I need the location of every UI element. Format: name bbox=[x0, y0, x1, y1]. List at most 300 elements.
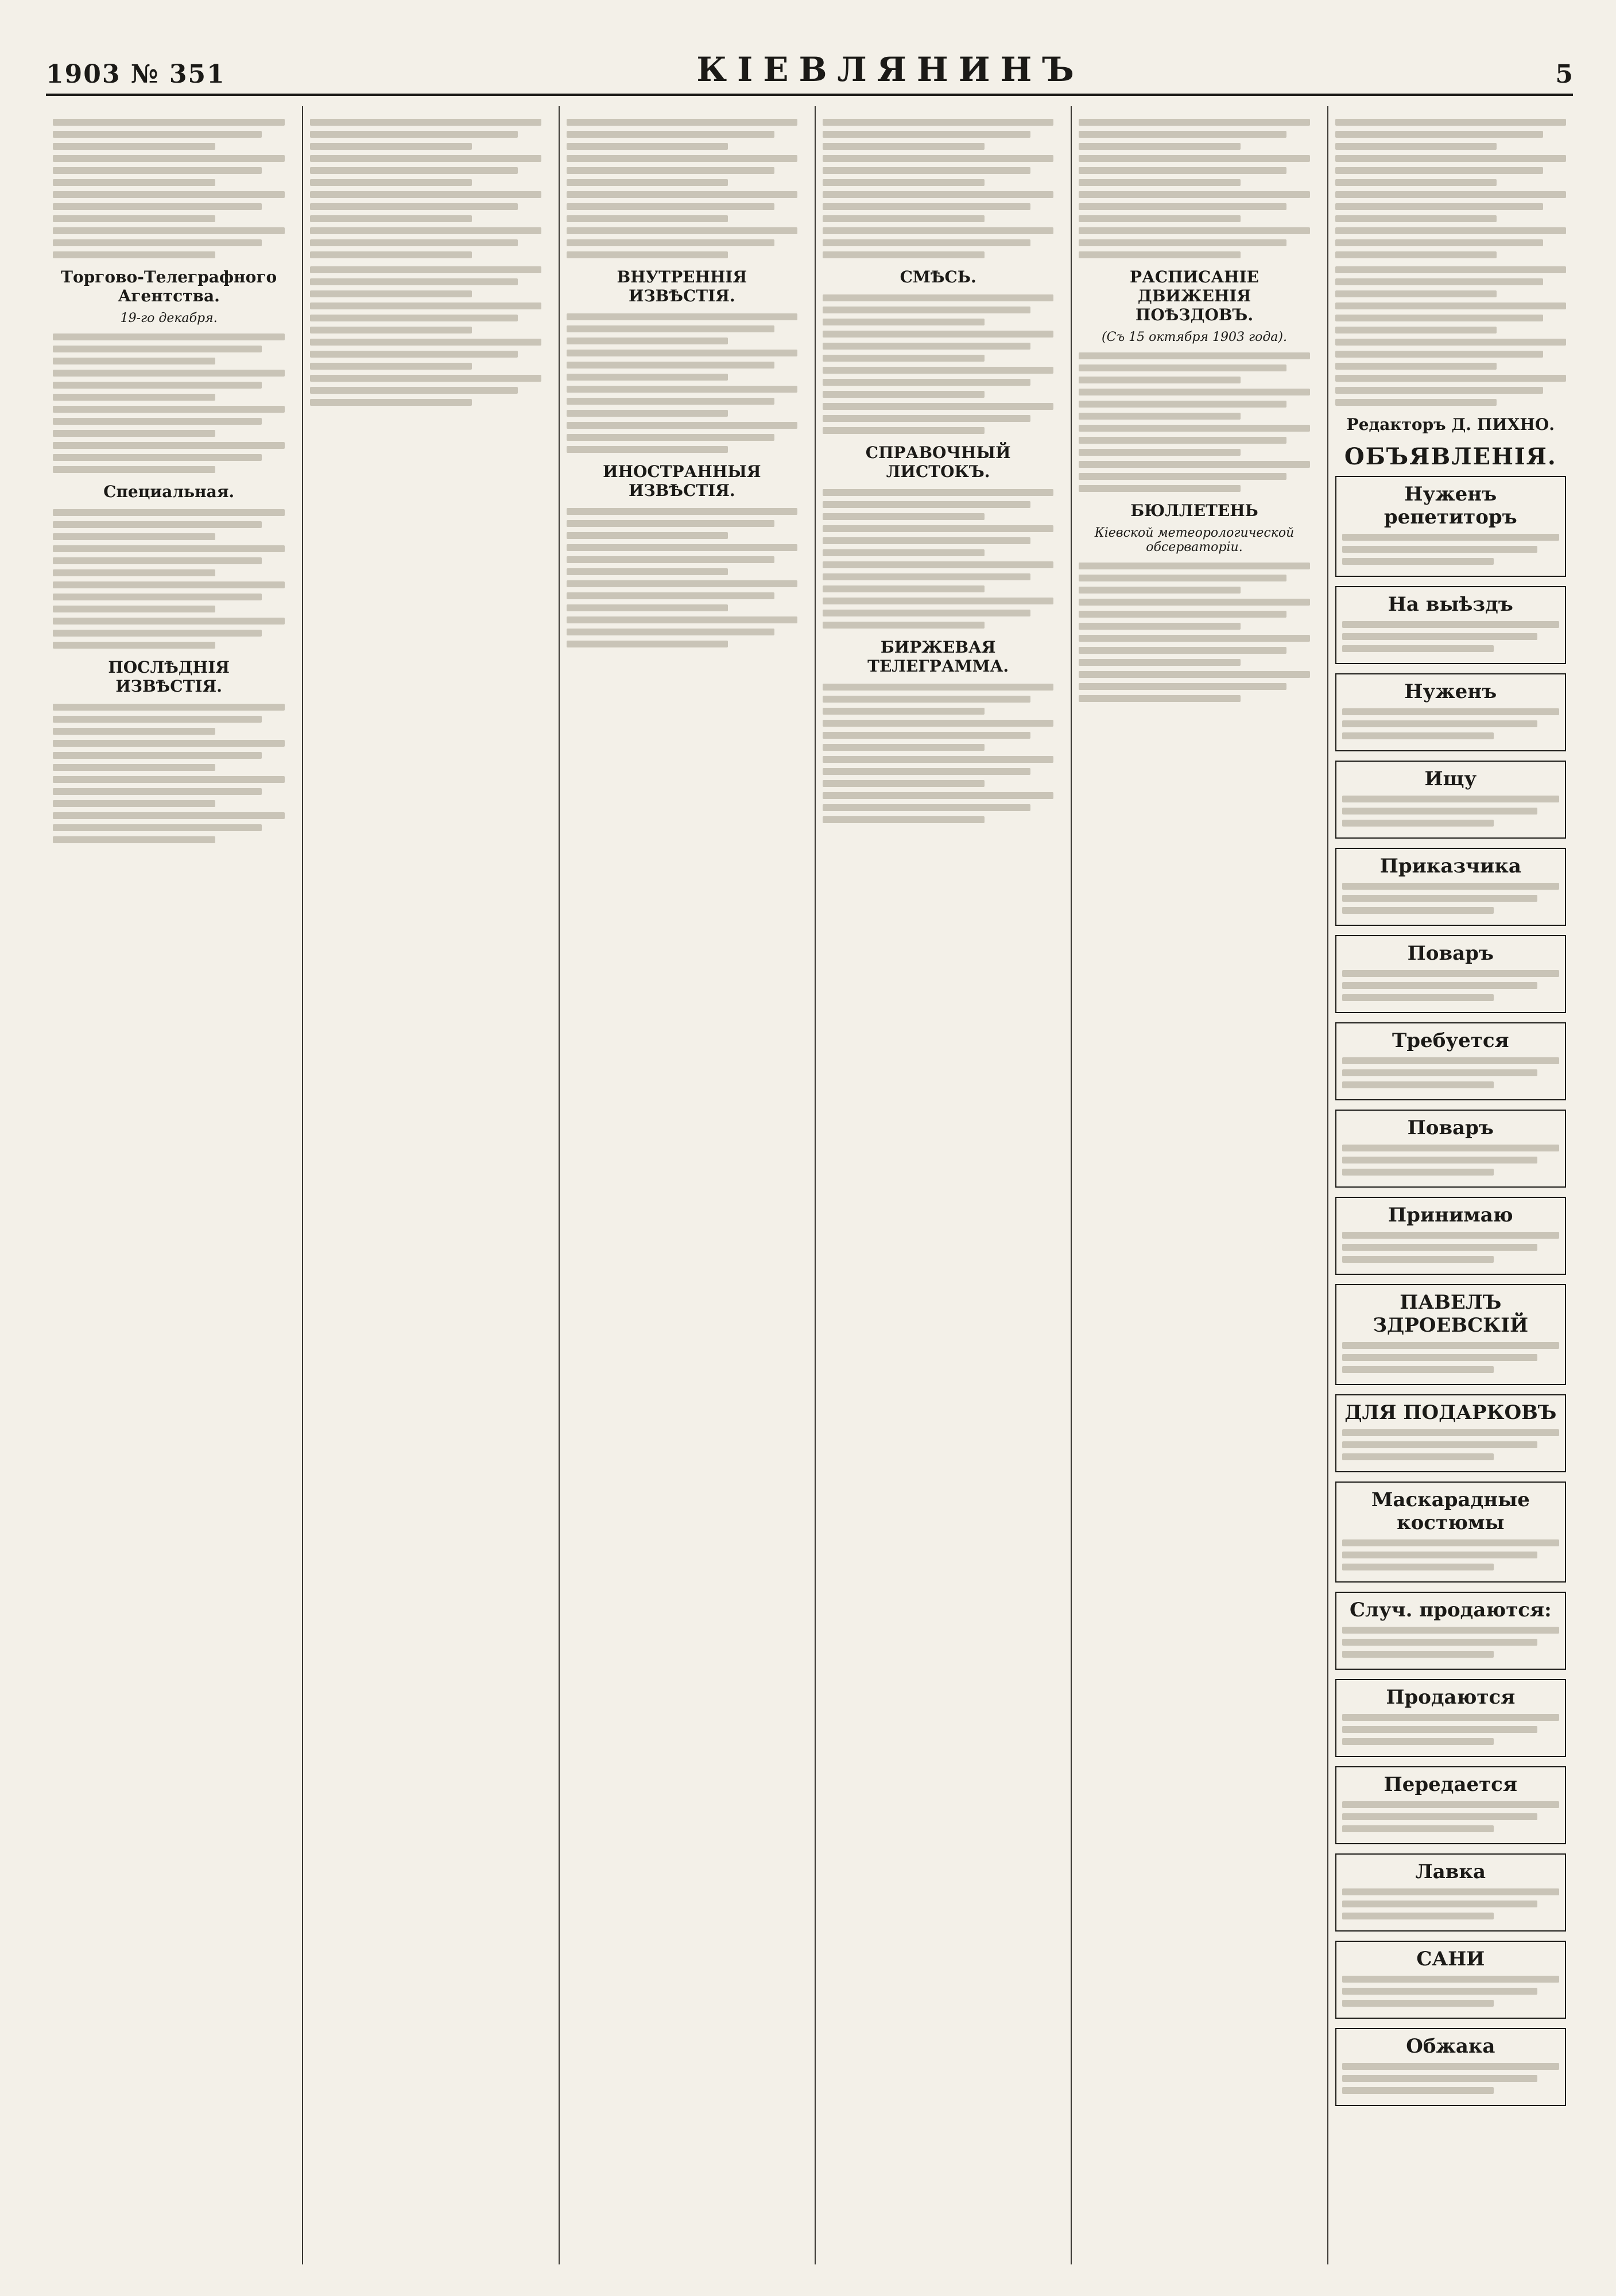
classified-ad bbox=[1335, 1853, 1566, 1932]
text-line-placeholder bbox=[1342, 1069, 1538, 1076]
text-line-placeholder bbox=[567, 641, 728, 647]
text-line-placeholder bbox=[567, 143, 728, 150]
text-line-placeholder bbox=[1079, 401, 1286, 408]
text-line-placeholder bbox=[53, 836, 215, 843]
text-line-placeholder bbox=[823, 215, 985, 222]
text-line-placeholder bbox=[1342, 1169, 1494, 1176]
text-line-placeholder bbox=[53, 606, 215, 612]
text-line-placeholder bbox=[1335, 239, 1543, 246]
text-line-placeholder bbox=[823, 525, 1053, 532]
text-line-placeholder bbox=[1079, 131, 1286, 138]
text-line-placeholder bbox=[823, 403, 1053, 410]
text-line-placeholder bbox=[1079, 611, 1286, 618]
text-line-placeholder bbox=[53, 454, 262, 461]
text-line-placeholder bbox=[567, 520, 774, 527]
text-line-placeholder bbox=[53, 239, 262, 246]
text-line-placeholder bbox=[1335, 203, 1543, 210]
text-line-placeholder bbox=[1079, 587, 1241, 594]
text-line-placeholder bbox=[823, 561, 1053, 568]
text-line-placeholder bbox=[53, 346, 262, 352]
text-line-placeholder bbox=[310, 266, 541, 273]
section-heading: БЮЛЛЕТЕНЬ bbox=[1130, 501, 1258, 520]
text-line-placeholder bbox=[1342, 1901, 1538, 1907]
text-line-placeholder bbox=[1342, 1888, 1559, 1895]
classified-ad bbox=[1335, 1110, 1566, 1188]
text-line-placeholder bbox=[823, 379, 1030, 386]
text-line-placeholder bbox=[567, 568, 728, 575]
ad-title: Принимаю bbox=[1388, 1204, 1513, 1227]
text-line-placeholder bbox=[823, 684, 1053, 691]
text-line-placeholder bbox=[310, 302, 541, 309]
text-line-placeholder bbox=[53, 119, 285, 126]
text-line-placeholder bbox=[823, 367, 1053, 374]
text-line-placeholder bbox=[1342, 1976, 1559, 1983]
text-line-placeholder bbox=[53, 215, 215, 222]
text-line-placeholder bbox=[1342, 1157, 1538, 1163]
text-line-placeholder bbox=[567, 325, 774, 332]
text-line-placeholder bbox=[823, 489, 1053, 496]
text-line-placeholder bbox=[1342, 1366, 1494, 1373]
classified-ad bbox=[1335, 476, 1566, 577]
text-line-placeholder bbox=[1335, 327, 1497, 333]
text-line-placeholder bbox=[1335, 363, 1497, 370]
text-line-placeholder bbox=[53, 728, 215, 735]
text-line-placeholder bbox=[1342, 1988, 1538, 1995]
text-line-placeholder bbox=[53, 630, 262, 637]
text-line-placeholder bbox=[1342, 1726, 1538, 1733]
text-line-placeholder bbox=[823, 391, 985, 398]
text-line-placeholder bbox=[310, 278, 518, 285]
text-line-placeholder bbox=[567, 398, 774, 405]
classified-ad bbox=[1335, 1481, 1566, 1583]
text-line-placeholder bbox=[310, 351, 518, 358]
text-line-placeholder bbox=[823, 294, 1053, 301]
text-line-placeholder bbox=[567, 374, 728, 381]
text-line-placeholder bbox=[310, 239, 518, 246]
ad-title: ДЛЯ ПОДАРКОВЪ bbox=[1344, 1401, 1557, 1424]
classified-ad bbox=[1335, 2028, 1566, 2106]
text-line-placeholder bbox=[1342, 1232, 1559, 1239]
text-line-placeholder bbox=[310, 327, 472, 333]
text-line-placeholder bbox=[567, 580, 797, 587]
ad-title: Передается bbox=[1384, 1773, 1517, 1796]
ad-title: ПАВЕЛЪ ЗДРОЕВСКІЙ bbox=[1373, 1291, 1529, 1337]
classified-ad bbox=[1335, 1592, 1566, 1670]
ad-title: Требуется bbox=[1392, 1029, 1509, 1052]
text-line-placeholder bbox=[567, 434, 774, 441]
text-line-placeholder bbox=[1342, 970, 1559, 977]
text-line-placeholder bbox=[1342, 1714, 1559, 1721]
section-heading: ПОСЛѢДНІЯ ИЗВѢСТІЯ. bbox=[108, 658, 230, 696]
ad-title: Нуженъ репетиторъ bbox=[1384, 483, 1517, 529]
classified-ad bbox=[1335, 1197, 1566, 1275]
column-5 bbox=[1071, 106, 1316, 2264]
text-line-placeholder bbox=[53, 764, 215, 771]
text-line-placeholder bbox=[310, 290, 472, 297]
text-line-placeholder bbox=[53, 618, 285, 625]
text-line-placeholder bbox=[823, 696, 1030, 703]
text-line-placeholder bbox=[1335, 339, 1566, 346]
section-subheading: 19-го декабря. bbox=[120, 311, 218, 325]
text-line-placeholder bbox=[1079, 425, 1309, 432]
text-line-placeholder bbox=[53, 333, 285, 340]
text-line-placeholder bbox=[1079, 623, 1241, 630]
text-line-placeholder bbox=[1335, 179, 1497, 186]
text-line-placeholder bbox=[567, 350, 797, 356]
column-4 bbox=[815, 106, 1060, 2264]
text-line-placeholder bbox=[1342, 1453, 1494, 1460]
text-line-placeholder bbox=[1342, 708, 1559, 715]
text-line-placeholder bbox=[1342, 895, 1538, 902]
text-line-placeholder bbox=[823, 585, 985, 592]
section-heading: Торгово-Телеграфного Агентства. bbox=[61, 267, 277, 305]
text-line-placeholder bbox=[823, 549, 985, 556]
text-line-placeholder bbox=[1342, 1627, 1559, 1634]
text-line-placeholder bbox=[1342, 558, 1494, 565]
section-heading: Специальная. bbox=[103, 482, 235, 501]
text-line-placeholder bbox=[823, 119, 1053, 126]
text-line-placeholder bbox=[53, 406, 285, 413]
text-line-placeholder bbox=[823, 513, 985, 520]
classified-ad bbox=[1335, 673, 1566, 751]
section-heading: РАСПИСАНІЕ ДВИЖЕНІЯ ПОѢЗДОВЪ. bbox=[1129, 267, 1259, 324]
text-line-placeholder bbox=[823, 239, 1030, 246]
text-line-placeholder bbox=[53, 382, 262, 389]
text-line-placeholder bbox=[53, 521, 262, 528]
text-line-placeholder bbox=[1342, 1913, 1494, 1919]
text-line-placeholder bbox=[567, 251, 728, 258]
text-line-placeholder bbox=[1079, 143, 1241, 150]
text-line-placeholder bbox=[1079, 377, 1241, 383]
text-line-placeholder bbox=[1342, 2087, 1494, 2094]
text-line-placeholder bbox=[1342, 732, 1494, 739]
text-line-placeholder bbox=[53, 203, 262, 210]
text-line-placeholder bbox=[567, 592, 774, 599]
text-line-placeholder bbox=[567, 155, 797, 162]
text-line-placeholder bbox=[53, 788, 262, 795]
text-line-placeholder bbox=[823, 415, 1030, 422]
text-line-placeholder bbox=[823, 804, 1030, 811]
text-line-placeholder bbox=[1079, 599, 1309, 606]
text-line-placeholder bbox=[1335, 167, 1543, 174]
text-line-placeholder bbox=[310, 339, 541, 346]
classified-ad bbox=[1335, 761, 1566, 839]
ad-title: Ищу bbox=[1424, 767, 1477, 790]
text-line-placeholder bbox=[310, 399, 472, 406]
text-line-placeholder bbox=[1342, 1825, 1494, 1832]
text-line-placeholder bbox=[823, 537, 1030, 544]
text-line-placeholder bbox=[1079, 179, 1241, 186]
text-line-placeholder bbox=[1079, 473, 1286, 480]
text-line-placeholder bbox=[1342, 796, 1559, 802]
text-line-placeholder bbox=[1342, 808, 1538, 815]
text-line-placeholder bbox=[823, 355, 985, 362]
text-line-placeholder bbox=[310, 363, 472, 370]
text-line-placeholder bbox=[53, 704, 285, 711]
text-line-placeholder bbox=[567, 119, 797, 126]
text-line-placeholder bbox=[53, 509, 285, 516]
text-line-placeholder bbox=[567, 131, 774, 138]
text-line-placeholder bbox=[1342, 1256, 1494, 1263]
text-line-placeholder bbox=[1342, 1564, 1494, 1570]
text-line-placeholder bbox=[823, 227, 1053, 234]
text-line-placeholder bbox=[1342, 1801, 1559, 1808]
text-line-placeholder bbox=[1342, 1639, 1538, 1646]
text-line-placeholder bbox=[53, 227, 285, 234]
text-line-placeholder bbox=[823, 191, 1053, 198]
text-line-placeholder bbox=[567, 338, 728, 344]
text-line-placeholder bbox=[1335, 191, 1566, 198]
text-line-placeholder bbox=[310, 387, 518, 394]
text-line-placeholder bbox=[567, 629, 774, 635]
text-line-placeholder bbox=[1342, 1651, 1494, 1658]
text-line-placeholder bbox=[1079, 575, 1286, 581]
text-line-placeholder bbox=[823, 573, 1030, 580]
text-line-placeholder bbox=[567, 532, 728, 539]
text-line-placeholder bbox=[1079, 635, 1309, 642]
issue-label: 1903 № 351 bbox=[46, 60, 226, 89]
text-line-placeholder bbox=[1335, 119, 1566, 126]
text-line-placeholder bbox=[1342, 994, 1494, 1001]
text-line-placeholder bbox=[823, 768, 1030, 775]
text-line-placeholder bbox=[1342, 720, 1538, 727]
column-1 bbox=[46, 106, 292, 2264]
text-line-placeholder bbox=[1342, 1441, 1538, 1448]
text-line-placeholder bbox=[1335, 387, 1543, 394]
text-line-placeholder bbox=[567, 313, 797, 320]
text-line-placeholder bbox=[567, 544, 797, 551]
text-line-placeholder bbox=[1342, 820, 1494, 827]
ad-title: Поваръ bbox=[1407, 1116, 1494, 1139]
text-line-placeholder bbox=[567, 386, 797, 393]
text-line-placeholder bbox=[1342, 1552, 1538, 1558]
text-line-placeholder bbox=[823, 179, 985, 186]
text-line-placeholder bbox=[53, 557, 262, 564]
classified-ad bbox=[1335, 1679, 1566, 1757]
ad-title: Маскарадные костюмы bbox=[1371, 1488, 1530, 1534]
text-line-placeholder bbox=[567, 239, 774, 246]
text-line-placeholder bbox=[823, 720, 1053, 727]
text-line-placeholder bbox=[567, 362, 774, 369]
text-line-placeholder bbox=[823, 155, 1053, 162]
text-line-placeholder bbox=[53, 776, 285, 783]
text-line-placeholder bbox=[1342, 2063, 1559, 2070]
text-line-placeholder bbox=[1079, 437, 1286, 444]
section-heading: БИРЖЕВАЯ ТЕЛЕГРАММА. bbox=[867, 638, 1009, 676]
text-line-placeholder bbox=[1079, 683, 1286, 690]
text-line-placeholder bbox=[1342, 1342, 1559, 1349]
text-line-placeholder bbox=[1342, 1057, 1559, 1064]
text-line-placeholder bbox=[310, 131, 518, 138]
ad-title: САНИ bbox=[1416, 1948, 1485, 1971]
text-line-placeholder bbox=[53, 358, 215, 364]
text-line-placeholder bbox=[1079, 352, 1309, 359]
text-line-placeholder bbox=[53, 179, 215, 186]
text-line-placeholder bbox=[53, 155, 285, 162]
text-line-placeholder bbox=[53, 569, 215, 576]
section-subheading: Кіевской метеорологической обсерваторіи. bbox=[1094, 526, 1295, 554]
text-line-placeholder bbox=[1335, 399, 1497, 406]
text-line-placeholder bbox=[567, 508, 797, 515]
ad-title: Случ. продаются: bbox=[1349, 1599, 1552, 1622]
text-line-placeholder bbox=[1335, 302, 1566, 309]
text-line-placeholder bbox=[1342, 1354, 1538, 1361]
text-line-placeholder bbox=[567, 167, 774, 174]
text-line-placeholder bbox=[53, 370, 285, 377]
text-line-placeholder bbox=[1335, 375, 1566, 382]
classified-ad bbox=[1335, 1941, 1566, 2019]
text-line-placeholder bbox=[1079, 239, 1286, 246]
text-line-placeholder bbox=[310, 375, 541, 382]
classified-ad bbox=[1335, 586, 1566, 664]
text-line-placeholder bbox=[567, 227, 797, 234]
text-line-placeholder bbox=[1342, 2000, 1494, 2007]
text-line-placeholder bbox=[1342, 534, 1559, 541]
text-line-placeholder bbox=[1342, 645, 1494, 652]
section-heading: СПРАВОЧНЫЙ ЛИСТОКЪ. bbox=[865, 443, 1011, 481]
text-line-placeholder bbox=[1342, 621, 1559, 628]
text-line-placeholder bbox=[567, 446, 728, 453]
text-line-placeholder bbox=[1342, 1244, 1538, 1251]
text-line-placeholder bbox=[1342, 546, 1538, 553]
text-line-placeholder bbox=[53, 167, 262, 174]
text-line-placeholder bbox=[823, 131, 1030, 138]
text-line-placeholder bbox=[823, 756, 1053, 763]
text-line-placeholder bbox=[1079, 167, 1286, 174]
section-subheading: (Съ 15 октября 1903 года). bbox=[1102, 330, 1287, 344]
text-line-placeholder bbox=[823, 319, 985, 325]
text-line-placeholder bbox=[310, 203, 518, 210]
text-line-placeholder bbox=[823, 143, 985, 150]
text-line-placeholder bbox=[53, 251, 215, 258]
text-line-placeholder bbox=[310, 251, 472, 258]
text-line-placeholder bbox=[823, 744, 985, 751]
text-line-placeholder bbox=[310, 315, 518, 321]
text-line-placeholder bbox=[53, 740, 285, 747]
text-line-placeholder bbox=[1335, 227, 1566, 234]
text-line-placeholder bbox=[53, 131, 262, 138]
text-line-placeholder bbox=[823, 427, 985, 434]
text-line-placeholder bbox=[1335, 278, 1543, 285]
text-line-placeholder bbox=[53, 752, 262, 759]
ad-title: На выѣздъ bbox=[1388, 593, 1513, 616]
columns bbox=[46, 106, 1573, 2264]
text-line-placeholder bbox=[1342, 1738, 1494, 1745]
text-line-placeholder bbox=[1342, 907, 1494, 914]
text-line-placeholder bbox=[1079, 227, 1309, 234]
text-line-placeholder bbox=[53, 394, 215, 401]
text-line-placeholder bbox=[1079, 389, 1309, 395]
text-line-placeholder bbox=[567, 215, 728, 222]
ad-title: Нуженъ bbox=[1404, 680, 1497, 703]
text-line-placeholder bbox=[1079, 119, 1309, 126]
text-line-placeholder bbox=[53, 716, 262, 723]
ad-title: Приказчика bbox=[1379, 855, 1521, 878]
text-line-placeholder bbox=[1335, 266, 1566, 273]
text-line-placeholder bbox=[1342, 2075, 1538, 2082]
text-line-placeholder bbox=[823, 792, 1053, 799]
text-line-placeholder bbox=[823, 610, 1030, 616]
text-line-placeholder bbox=[1079, 563, 1309, 569]
text-line-placeholder bbox=[53, 800, 215, 807]
classified-ad bbox=[1335, 1284, 1566, 1385]
text-line-placeholder bbox=[1079, 251, 1241, 258]
text-line-placeholder bbox=[823, 780, 985, 787]
ad-title: Лавка bbox=[1415, 1860, 1486, 1883]
text-line-placeholder bbox=[310, 155, 541, 162]
section-heading: Редакторъ Д. ПИХНО. bbox=[1346, 415, 1555, 434]
text-line-placeholder bbox=[823, 816, 985, 823]
text-line-placeholder bbox=[53, 824, 262, 831]
text-line-placeholder bbox=[1342, 1081, 1494, 1088]
text-line-placeholder bbox=[1342, 1539, 1559, 1546]
text-line-placeholder bbox=[1079, 461, 1309, 468]
text-line-placeholder bbox=[823, 708, 985, 715]
text-line-placeholder bbox=[1342, 1429, 1559, 1436]
text-line-placeholder bbox=[567, 422, 797, 429]
text-line-placeholder bbox=[567, 203, 774, 210]
text-line-placeholder bbox=[1342, 982, 1538, 989]
text-line-placeholder bbox=[823, 501, 1030, 508]
text-line-placeholder bbox=[310, 215, 472, 222]
section-heading: ИНОСТРАННЫЯ ИЗВѢСТІЯ. bbox=[603, 462, 761, 500]
text-line-placeholder bbox=[567, 410, 728, 417]
text-line-placeholder bbox=[310, 227, 541, 234]
classified-ad bbox=[1335, 935, 1566, 1013]
text-line-placeholder bbox=[53, 442, 285, 449]
ad-title: Продаются bbox=[1386, 1686, 1516, 1709]
column-3 bbox=[559, 106, 804, 2264]
text-line-placeholder bbox=[567, 556, 774, 563]
text-line-placeholder bbox=[1079, 449, 1241, 456]
text-line-placeholder bbox=[1335, 351, 1543, 358]
text-line-placeholder bbox=[1342, 633, 1538, 640]
text-line-placeholder bbox=[567, 604, 728, 611]
text-line-placeholder bbox=[53, 143, 215, 150]
text-line-placeholder bbox=[1079, 191, 1309, 198]
text-line-placeholder bbox=[1079, 155, 1309, 162]
text-line-placeholder bbox=[567, 191, 797, 198]
text-line-placeholder bbox=[1335, 315, 1543, 321]
text-line-placeholder bbox=[53, 812, 285, 819]
classified-ad bbox=[1335, 1022, 1566, 1100]
text-line-placeholder bbox=[53, 545, 285, 552]
text-line-placeholder bbox=[1342, 1145, 1559, 1151]
classified-ad bbox=[1335, 848, 1566, 926]
text-line-placeholder bbox=[310, 119, 541, 126]
ad-title: Поваръ bbox=[1407, 942, 1494, 965]
classified-ad bbox=[1335, 1394, 1566, 1472]
text-line-placeholder bbox=[823, 622, 985, 629]
text-line-placeholder bbox=[53, 642, 215, 649]
text-line-placeholder bbox=[53, 594, 262, 600]
text-line-placeholder bbox=[1079, 647, 1286, 654]
text-line-placeholder bbox=[823, 203, 1030, 210]
text-line-placeholder bbox=[1079, 413, 1241, 420]
classified-ad bbox=[1335, 1766, 1566, 1844]
text-line-placeholder bbox=[823, 598, 1053, 604]
text-line-placeholder bbox=[53, 533, 215, 540]
text-line-placeholder bbox=[1079, 364, 1286, 371]
text-line-placeholder bbox=[1335, 131, 1543, 138]
text-line-placeholder bbox=[53, 581, 285, 588]
text-line-placeholder bbox=[1342, 883, 1559, 890]
text-line-placeholder bbox=[1079, 203, 1286, 210]
page-number: 5 bbox=[1555, 60, 1573, 89]
text-line-placeholder bbox=[310, 167, 518, 174]
text-line-placeholder bbox=[1079, 659, 1241, 666]
text-line-placeholder bbox=[1335, 251, 1497, 258]
